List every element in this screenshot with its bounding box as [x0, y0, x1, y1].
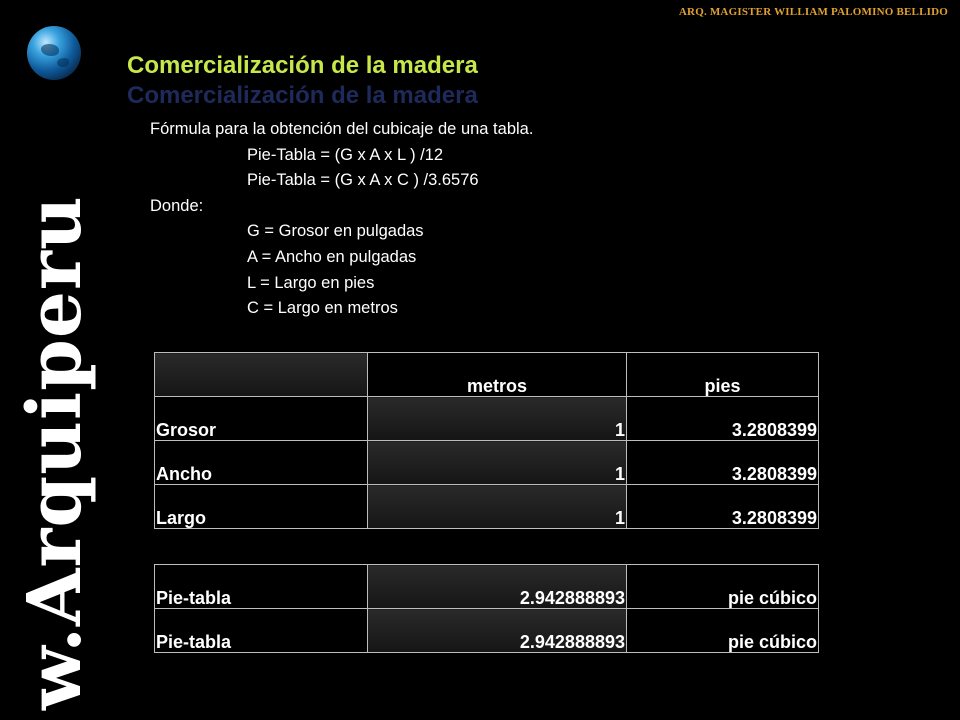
dimensions-table	[154, 352, 819, 529]
result-value: 2.942888893	[368, 565, 627, 609]
table-row	[155, 485, 819, 529]
formula-meters: Pie-Tabla = (G x A x C ) /3.6576	[247, 171, 479, 190]
formula-feet: Pie-Tabla = (G x A x L ) /12	[247, 145, 444, 164]
page-title: Comercialización de la madera	[127, 52, 478, 79]
cell-pies: 3.2808399	[627, 485, 819, 529]
row-label: Largo	[155, 485, 368, 529]
legend-g: G = Grosor en pulgadas	[247, 222, 424, 241]
formula-block	[150, 117, 533, 322]
legend-c: C = Largo en metros	[247, 299, 398, 318]
legend-l: L = Largo en pies	[247, 273, 375, 292]
globe-icon	[27, 26, 81, 80]
header-cell-empty	[155, 353, 368, 397]
formula-donde: Donde:	[150, 196, 204, 215]
result-table	[154, 564, 819, 653]
vertical-brand-text: w.Arquiperu	[12, 195, 98, 710]
table-row	[155, 565, 819, 609]
formula-intro: Fórmula para la obtención del cubicaje de una tabla.	[150, 120, 534, 138]
table-row	[155, 609, 819, 653]
table-header-row	[155, 353, 819, 397]
cell-metros: 1	[368, 441, 627, 485]
table-row	[155, 397, 819, 441]
author-credit: ARQ. MAGISTER WILLIAM PALOMINO BELLIDO	[678, 6, 948, 18]
cell-pies: 3.2808399	[627, 441, 819, 485]
cell-metros: 1	[368, 485, 627, 529]
row-label: Grosor	[155, 397, 368, 441]
result-label: Pie-tabla	[155, 609, 368, 653]
result-unit: pie cúbico	[627, 609, 819, 653]
cell-pies: 3.2808399	[627, 397, 819, 441]
row-label: Ancho	[155, 441, 368, 485]
result-value: 2.942888893	[368, 609, 627, 653]
header-cell-pies: pies	[627, 353, 819, 397]
table-row	[155, 441, 819, 485]
result-label: Pie-tabla	[155, 565, 368, 609]
cell-metros: 1	[368, 397, 627, 441]
page-title-shadow: Comercialización de la madera	[127, 82, 478, 109]
result-unit: pie cúbico	[627, 565, 819, 609]
legend-a: A = Ancho en pulgadas	[247, 247, 417, 266]
header-cell-metros: metros	[368, 353, 627, 397]
